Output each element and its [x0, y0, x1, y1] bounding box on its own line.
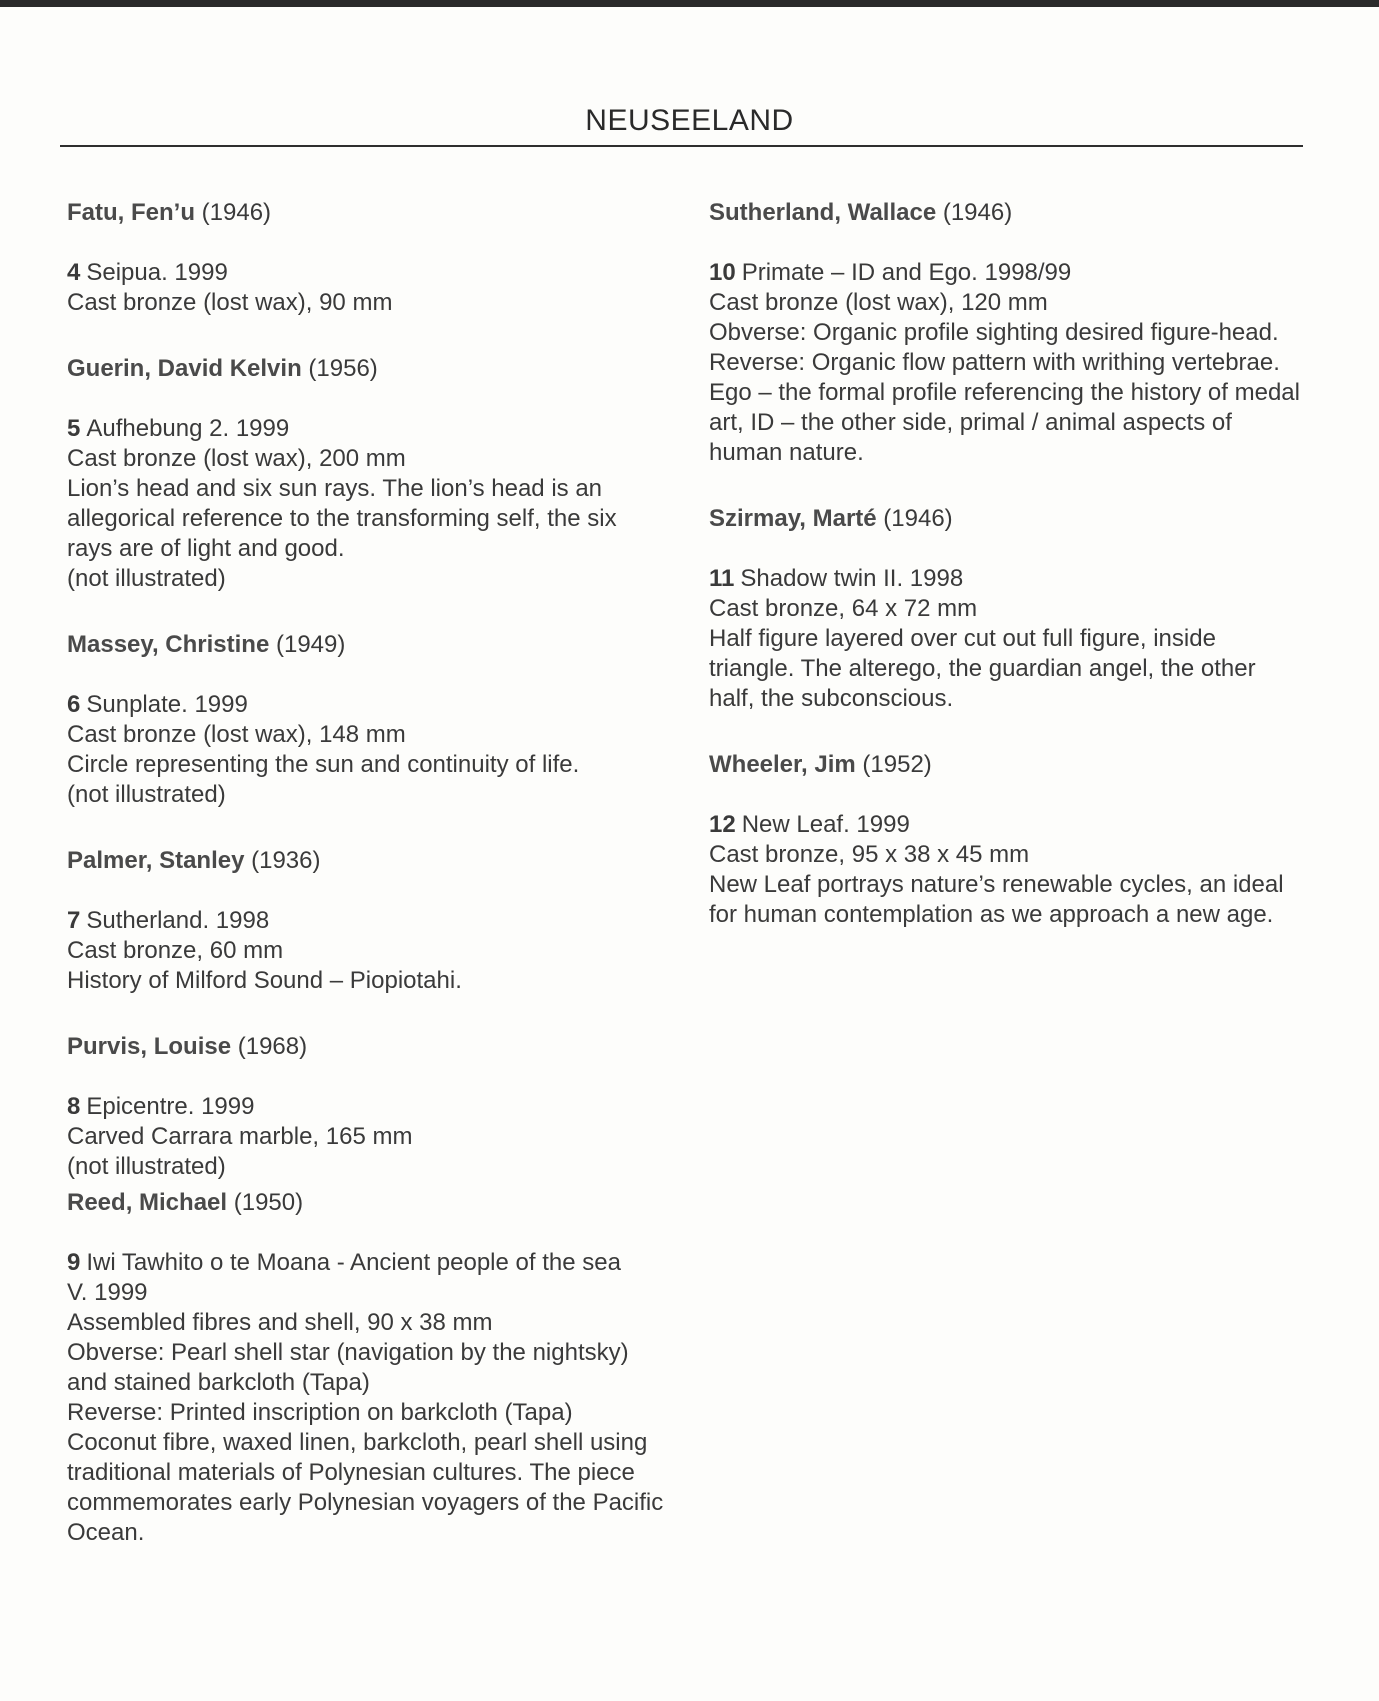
work-detail-line — [709, 288, 1329, 318]
work-detail-line — [67, 474, 687, 504]
artist-heading — [67, 354, 687, 384]
artist-heading — [67, 1188, 687, 1218]
work-title-line — [67, 414, 687, 444]
catalogue-number: 9 — [67, 1249, 81, 1276]
work-text: (not illustrated) — [67, 1153, 226, 1180]
work-text: Cast bronze (lost wax), 200 mm — [67, 445, 406, 472]
work-text: New Leaf portrays nature’s renewable cycles, an ideal — [709, 871, 1284, 898]
work-text: New Leaf. 1999 — [741, 811, 910, 838]
work-text: Epicentre. 1999 — [86, 1093, 255, 1120]
work-detail-line — [67, 1152, 687, 1182]
artist-name: Szirmay, Marté — [709, 505, 877, 532]
work-text: Aufhebung 2. 1999 — [86, 415, 290, 442]
work-text: Half figure layered over cut out full figure, inside — [709, 625, 1216, 652]
work-text: Shadow twin II. 1998 — [740, 565, 964, 592]
work-detail-line — [709, 870, 1329, 900]
work-text: art, ID – the other side, primal / animal aspects of — [709, 409, 1232, 436]
work-detail-line — [67, 750, 687, 780]
catalogue-entry — [709, 504, 1329, 714]
work-detail-line — [709, 654, 1329, 684]
work-text: commemorates early Polynesian voyagers of the Pacific — [67, 1489, 664, 1516]
work-detail-line — [67, 1308, 687, 1338]
catalogue-number: 4 — [67, 259, 81, 286]
artist-name: Fatu, Fen’u — [67, 199, 195, 226]
work-detail-line — [67, 1458, 687, 1488]
work-detail-line — [67, 1338, 687, 1368]
artist-heading — [67, 630, 687, 660]
work-text: (not illustrated) — [67, 781, 226, 808]
artist-name: Massey, Christine — [67, 631, 270, 658]
work-detail-line — [67, 444, 687, 474]
artist-name: Guerin, David Kelvin — [67, 355, 302, 382]
title-rule — [60, 145, 1303, 147]
work-detail-line — [67, 1278, 687, 1308]
work-detail-line — [709, 408, 1329, 438]
catalogue-entry — [67, 198, 687, 318]
left-column — [67, 198, 687, 1548]
work-detail-line — [67, 936, 687, 966]
work-text: for human contemplation as we approach a new age. — [709, 901, 1274, 928]
work-detail-line — [67, 966, 687, 996]
artist-heading — [709, 198, 1329, 228]
artist-birth-year: (1936) — [251, 847, 321, 874]
artist-birth-year: (1946) — [201, 199, 272, 226]
work-text: V. 1999 — [67, 1279, 148, 1306]
work-detail-line — [67, 534, 687, 564]
work-text: Reverse: Printed inscription on barkcloth (Tapa) — [67, 1399, 573, 1426]
right-column — [709, 198, 1329, 930]
work-detail-line — [67, 1368, 687, 1398]
work-text: triangle. The alterego, the guardian angel, the other — [709, 655, 1256, 682]
catalogue-number: 7 — [67, 907, 81, 934]
artist-heading — [67, 198, 687, 228]
work-title-line — [67, 258, 687, 288]
artist-birth-year: (1956) — [308, 355, 378, 382]
catalogue-entry — [67, 630, 687, 810]
artist-birth-year: (1950) — [233, 1189, 304, 1216]
work-detail-line — [67, 564, 687, 594]
work-text: and stained barkcloth (Tapa) — [67, 1369, 370, 1396]
work-detail-line — [67, 504, 687, 534]
work-title-line — [67, 1248, 687, 1278]
work-detail-line — [67, 1488, 687, 1518]
catalogue-number: 12 — [709, 811, 736, 838]
artist-name: Purvis, Louise — [67, 1033, 232, 1060]
work-text: Cast bronze (lost wax), 120 mm — [709, 289, 1048, 316]
catalogue-entry — [67, 354, 687, 594]
artist-name: Sutherland, Wallace — [709, 199, 937, 226]
artist-name: Wheeler, Jim — [709, 751, 856, 778]
work-detail-line — [67, 1428, 687, 1458]
work-text: human nature. — [709, 439, 864, 466]
work-detail-line — [709, 438, 1329, 468]
artist-name: Palmer, Stanley — [67, 847, 245, 874]
work-title-line — [709, 810, 1329, 840]
work-text: Obverse: Organic profile sighting desired figure-head. — [709, 319, 1279, 346]
artist-birth-year: (1968) — [237, 1033, 308, 1060]
work-detail-line — [67, 1518, 687, 1548]
work-text: Ocean. — [67, 1519, 145, 1546]
work-title-line — [67, 906, 687, 936]
work-text: Cast bronze, 60 mm — [67, 937, 284, 964]
work-text: Seipua. 1999 — [86, 259, 228, 286]
work-title-line — [709, 564, 1329, 594]
work-text: (not illustrated) — [67, 565, 226, 592]
work-title-line — [67, 690, 687, 720]
work-detail-line — [67, 720, 687, 750]
work-detail-line — [709, 900, 1329, 930]
artist-heading — [67, 846, 687, 876]
catalogue-number: 11 — [709, 565, 735, 592]
artist-heading — [67, 1032, 687, 1062]
work-detail-line — [67, 780, 687, 810]
artist-birth-year: (1946) — [942, 199, 1013, 226]
work-detail-line — [709, 624, 1329, 654]
work-detail-line — [709, 348, 1329, 378]
work-text: Obverse: Pearl shell star (navigation by the nightsky) — [67, 1339, 629, 1366]
work-detail-line — [709, 378, 1329, 408]
catalogue-entry — [709, 198, 1329, 468]
catalogue-number: 8 — [67, 1093, 81, 1120]
catalogue-entry — [67, 846, 687, 996]
work-text: Coconut fibre, waxed linen, barkcloth, pearl shell using — [67, 1429, 648, 1456]
work-text: Carved Carrara marble, 165 mm — [67, 1123, 413, 1150]
work-text: Cast bronze, 64 x 72 mm — [709, 595, 978, 622]
catalogue-number: 5 — [67, 415, 81, 442]
work-detail-line — [67, 288, 687, 318]
work-text: half, the subconscious. — [709, 685, 954, 712]
work-title-line — [67, 1092, 687, 1122]
work-text: Primate – ID and Ego. 1998/99 — [741, 259, 1072, 286]
work-title-line — [709, 258, 1329, 288]
work-text: allegorical reference to the transforming self, the six — [67, 505, 617, 532]
work-text: Iwi Tawhito o te Moana - Ancient people of the sea — [86, 1249, 621, 1276]
work-text: Sunplate. 1999 — [86, 691, 248, 718]
work-text: Circle representing the sun and continuity of life. — [67, 751, 580, 778]
artist-name: Reed, Michael — [67, 1189, 228, 1216]
artist-birth-year: (1949) — [275, 631, 346, 658]
catalogue-entry — [67, 1032, 687, 1182]
work-text: Sutherland. 1998 — [86, 907, 270, 934]
artist-heading — [709, 504, 1329, 534]
artist-heading — [709, 750, 1329, 780]
catalogue-number: 6 — [67, 691, 81, 718]
artist-birth-year: (1946) — [883, 505, 953, 532]
work-text: Lion’s head and six sun rays. The lion’s head is an — [67, 475, 603, 502]
page-title: NEUSEELAND — [585, 104, 794, 137]
work-detail-line — [67, 1122, 687, 1152]
work-text: rays are of light and good. — [67, 535, 345, 562]
work-text: History of Milford Sound – Piopiotahi. — [67, 967, 462, 994]
work-text: Cast bronze, 95 x 38 x 45 mm — [709, 841, 1030, 868]
artist-birth-year: (1952) — [862, 751, 932, 778]
work-text: Ego – the formal profile referencing the history of medal — [709, 379, 1300, 406]
work-text: Reverse: Organic flow pattern with writhing vertebrae. — [709, 349, 1280, 376]
work-detail-line — [709, 594, 1329, 624]
work-text: Assembled fibres and shell, 90 x 38 mm — [67, 1309, 493, 1336]
work-detail-line — [709, 684, 1329, 714]
catalogue-entry — [709, 750, 1329, 930]
work-text: Cast bronze (lost wax), 148 mm — [67, 721, 406, 748]
top-border — [0, 0, 1379, 7]
catalogue-number: 10 — [709, 259, 736, 286]
work-detail-line — [709, 840, 1329, 870]
work-detail-line — [67, 1398, 687, 1428]
work-detail-line — [709, 318, 1329, 348]
work-text: traditional materials of Polynesian cultures. The piece — [67, 1459, 635, 1486]
work-text: Cast bronze (lost wax), 90 mm — [67, 289, 393, 316]
catalogue-entry — [67, 1188, 687, 1548]
